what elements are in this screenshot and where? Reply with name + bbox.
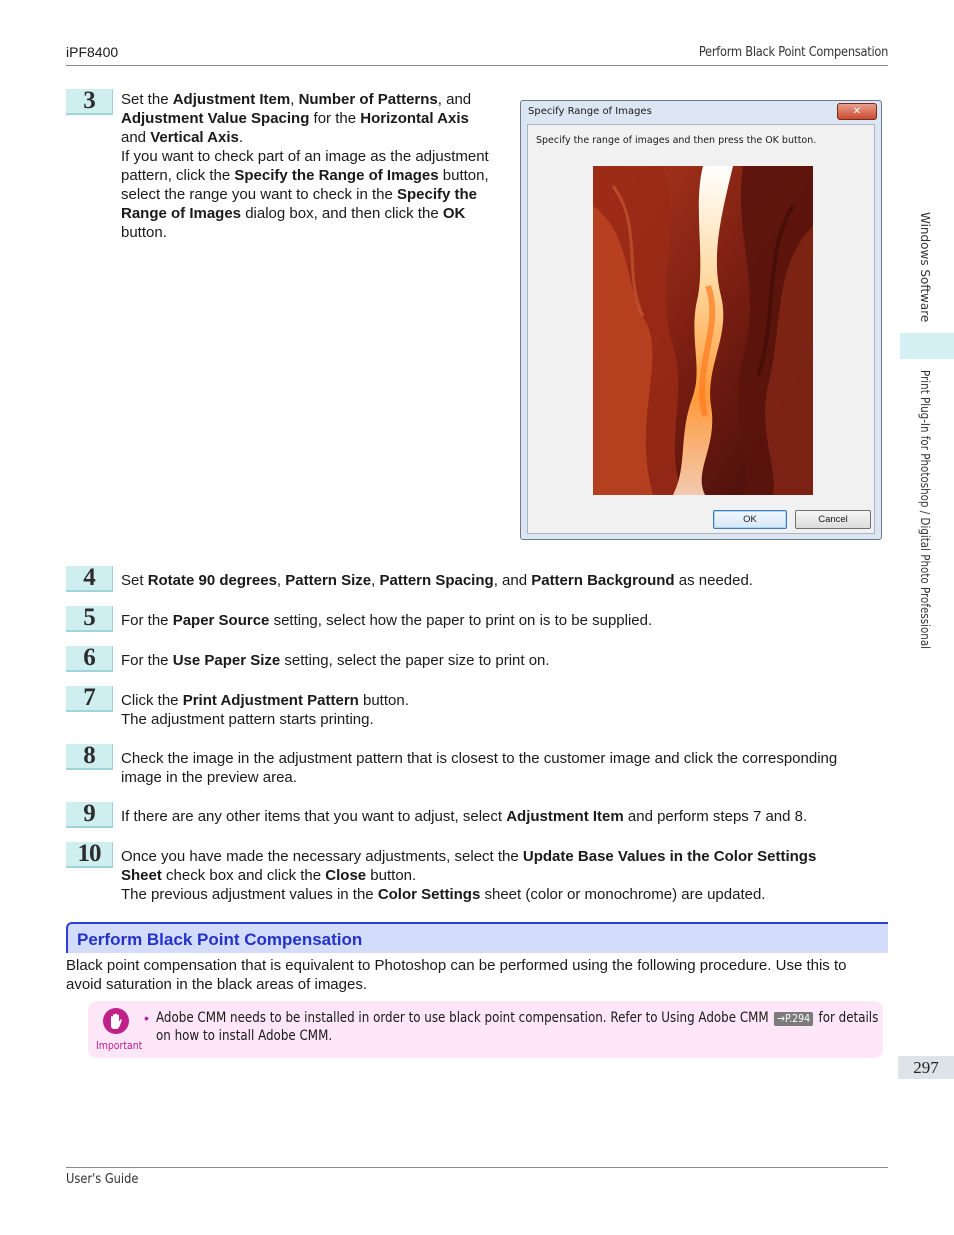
ui-term: Sheet	[121, 867, 162, 884]
ui-term: Rotate 90 degrees	[147, 572, 277, 589]
step-text	[121, 90, 489, 242]
ui-term: Vertical Axis	[150, 129, 239, 146]
step-number: 3	[66, 89, 113, 115]
footer-guide: User's Guide	[66, 1172, 139, 1187]
step-number: 4	[66, 566, 113, 592]
ui-term: Range of Images	[121, 205, 242, 222]
step-line: Set the Adjustment Item, Number of Patterns, and	[121, 91, 472, 108]
step-line: Set Rotate 90 degrees, Pattern Size, Pattern Spacing, and Pattern Background as needed.	[121, 572, 753, 589]
ok-button[interactable]: OK	[713, 510, 787, 529]
ui-term: Paper Source	[172, 612, 270, 629]
specify-range-dialog	[520, 100, 882, 540]
hand-stop-icon	[102, 1007, 130, 1035]
canyon-photo	[593, 166, 813, 495]
cancel-button[interactable]: Cancel	[795, 510, 871, 529]
close-icon[interactable]: ✕	[837, 103, 877, 120]
dialog-title: Specify Range of Images	[528, 106, 652, 117]
step-text	[121, 651, 550, 670]
step-number: 9	[66, 802, 113, 828]
bullet: •	[144, 1010, 149, 1026]
ui-term: Color Settings	[377, 886, 481, 903]
dialog-instruction: Specify the range of images and then press the OK button.	[536, 135, 817, 146]
step-number: 5	[66, 606, 113, 632]
ui-term: Specify the	[397, 186, 478, 203]
step-line: Check the image in the adjustment pattern that is closest to the customer image and click the corresponding	[121, 750, 838, 767]
page-number: 297	[898, 1056, 954, 1079]
ui-term: Use Paper Size	[172, 652, 281, 669]
note-text-line: on how to install Adobe CMM.	[156, 1028, 333, 1044]
section-paragraph	[66, 956, 888, 994]
step-text	[121, 847, 816, 904]
image-preview[interactable]	[593, 166, 813, 495]
section-heading	[66, 922, 888, 953]
paragraph-line: Black point compensation that is equivalent to Photoshop can be performed using the following procedure. Use this to	[66, 957, 847, 974]
side-tab-windows-software: Windows Software	[918, 212, 932, 323]
step-number: 8	[66, 744, 113, 770]
ui-term: Print Adjustment Pattern	[182, 692, 359, 709]
step-line: Adjustment Value Spacing for the Horizontal Axis	[121, 110, 469, 127]
step-number: 10	[66, 842, 113, 868]
side-tab-highlight	[900, 333, 954, 359]
step-number: 6	[66, 646, 113, 672]
step-line: The adjustment pattern starts printing.	[121, 711, 374, 728]
ui-term: Specify the Range of Images	[234, 167, 439, 184]
note-text	[156, 1009, 879, 1045]
step-line: For the Use Paper Size setting, select the paper size to print on.	[121, 652, 550, 669]
step-text	[121, 749, 837, 787]
step-line: Click the Print Adjustment Pattern button.	[121, 692, 409, 709]
step-line: For the Paper Source setting, select how the paper to print on is to be supplied.	[121, 612, 653, 629]
section-title: Perform Black Point Compensation	[77, 930, 363, 949]
footer-rule	[66, 1167, 888, 1168]
step-line: Sheet check box and click the Close button.	[121, 867, 417, 884]
note-text-part: for details	[818, 1010, 879, 1026]
step-text	[121, 571, 753, 590]
step-text	[121, 691, 409, 729]
ui-term: Pattern Background	[531, 572, 675, 589]
step-line: select the range you want to check in the Specify the	[121, 186, 478, 203]
step-line: If there are any other items that you want to adjust, select Adjustment Item and perform steps 7 and 8.	[121, 808, 808, 825]
step-line: button.	[121, 224, 167, 241]
important-note	[88, 1001, 883, 1058]
step-line: Range of Images dialog box, and then click the OK	[121, 205, 466, 222]
step-text	[121, 611, 652, 630]
ui-term: Pattern Spacing	[379, 572, 494, 589]
ui-term: Close	[325, 867, 367, 884]
page-reference-link[interactable]: →P.294	[774, 1012, 814, 1026]
ui-term: OK	[442, 205, 466, 222]
side-tab-print-plugin: Print Plug-In for Photoshop / Digital Photo Professional	[918, 370, 932, 650]
step-line: If you want to check part of an image as the adjustment	[121, 148, 489, 165]
note-label: Important	[96, 1039, 143, 1052]
step-line: pattern, click the Specify the Range of Images button,	[121, 167, 489, 184]
step-number: 7	[66, 686, 113, 712]
ui-term: Adjustment Item	[172, 91, 291, 108]
step-line: Once you have made the necessary adjustments, select the Update Base Values in the Color Settings	[121, 848, 817, 865]
header-model: iPF8400	[66, 44, 119, 60]
dialog-body	[527, 124, 875, 534]
step-line: image in the preview area.	[121, 769, 297, 786]
ui-term: Pattern Size	[285, 572, 372, 589]
header-section-title: Perform Black Point Compensation	[698, 45, 888, 60]
step-text	[121, 807, 807, 826]
ui-term: Adjustment Value Spacing	[121, 110, 310, 127]
paragraph-line: avoid saturation in the black areas of images.	[66, 976, 368, 993]
step-line: and Vertical Axis.	[121, 129, 244, 146]
ui-term: Number of Patterns	[298, 91, 438, 108]
ui-term: Horizontal Axis	[360, 110, 469, 127]
ui-term: Adjustment Item	[506, 808, 624, 825]
note-text-part: Adobe CMM needs to be installed in order to use black point compensation. Refer to Using Adobe CMM	[156, 1010, 769, 1026]
step-line: The previous adjustment values in the Color Settings sheet (color or monochrome) are updated.	[121, 886, 766, 903]
header-rule	[66, 65, 888, 66]
ui-term: Update Base Values in the Color Settings	[522, 848, 817, 865]
